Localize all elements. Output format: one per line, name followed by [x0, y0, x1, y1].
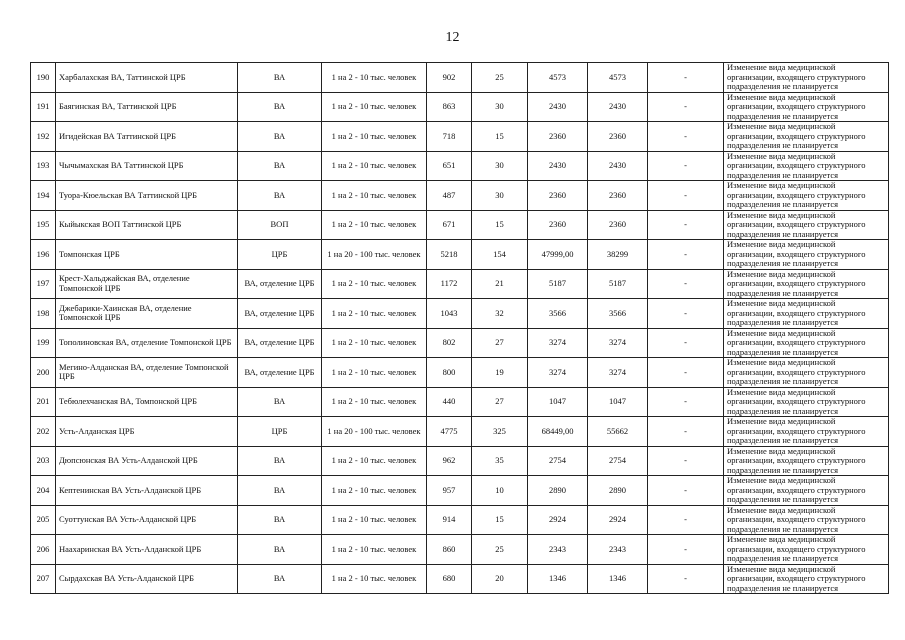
facility-name: Усть-Алданская ЦРБ: [56, 417, 238, 447]
facility-name: Наахаринская ВА Усть-Алданской ЦРБ: [56, 535, 238, 565]
empty-marker: -: [648, 92, 724, 122]
facility-type: ВА, отделение ЦРБ: [238, 358, 322, 388]
value-1: 2924: [528, 505, 588, 535]
value-1: 2360: [528, 122, 588, 152]
row-number: 192: [31, 122, 56, 152]
facility-type: ВА: [238, 446, 322, 476]
row-number: 195: [31, 210, 56, 240]
note: Изменение вида медицинской организации, входящего структурного подразделения не планируется: [724, 446, 889, 476]
distance: 325: [472, 417, 528, 447]
row-number: 198: [31, 299, 56, 329]
table-row: [31, 417, 889, 447]
row-number: 200: [31, 358, 56, 388]
facility-type: ВА: [238, 535, 322, 565]
distance: 27: [472, 328, 528, 358]
empty-marker: -: [648, 151, 724, 181]
row-number: 206: [31, 535, 56, 565]
empty-marker: -: [648, 505, 724, 535]
value-1: 2360: [528, 181, 588, 211]
note: Изменение вида медицинской организации, входящего структурного подразделения не планируется: [724, 417, 889, 447]
population: 680: [427, 564, 472, 594]
population: 957: [427, 476, 472, 506]
population: 962: [427, 446, 472, 476]
row-number: 207: [31, 564, 56, 594]
coverage-norm: 1 на 20 - 100 тыс. человек: [322, 240, 427, 270]
facility-type: ВА: [238, 564, 322, 594]
facility-type: ВА: [238, 122, 322, 152]
distance: 32: [472, 299, 528, 329]
table-row: [31, 299, 889, 329]
distance: 19: [472, 358, 528, 388]
distance: 15: [472, 505, 528, 535]
value-2: 5187: [588, 269, 648, 299]
value-1: 2430: [528, 92, 588, 122]
row-number: 197: [31, 269, 56, 299]
value-2: 3274: [588, 328, 648, 358]
population: 914: [427, 505, 472, 535]
value-1: 2890: [528, 476, 588, 506]
facility-type: ВА: [238, 92, 322, 122]
row-number: 190: [31, 63, 56, 93]
population: 651: [427, 151, 472, 181]
facility-type: ЦРБ: [238, 417, 322, 447]
facility-name: Кептенинская ВА Усть-Алданской ЦРБ: [56, 476, 238, 506]
empty-marker: -: [648, 269, 724, 299]
row-number: 202: [31, 417, 56, 447]
empty-marker: -: [648, 564, 724, 594]
value-2: 2924: [588, 505, 648, 535]
value-2: 3274: [588, 358, 648, 388]
empty-marker: -: [648, 181, 724, 211]
population: 800: [427, 358, 472, 388]
value-1: 5187: [528, 269, 588, 299]
population: 440: [427, 387, 472, 417]
coverage-norm: 1 на 2 - 10 тыс. человек: [322, 122, 427, 152]
table-row: [31, 92, 889, 122]
facility-name: Томпонская ЦРБ: [56, 240, 238, 270]
table-row: [31, 328, 889, 358]
population: 902: [427, 63, 472, 93]
table-row: [31, 240, 889, 270]
population: 671: [427, 210, 472, 240]
value-2: 2343: [588, 535, 648, 565]
table-row: [31, 387, 889, 417]
coverage-norm: 1 на 2 - 10 тыс. человек: [322, 535, 427, 565]
value-2: 1047: [588, 387, 648, 417]
note: Изменение вида медицинской организации, входящего структурного подразделения не планируется: [724, 535, 889, 565]
value-1: 2430: [528, 151, 588, 181]
empty-marker: -: [648, 210, 724, 240]
coverage-norm: 1 на 2 - 10 тыс. человек: [322, 269, 427, 299]
table-row: [31, 269, 889, 299]
value-2: 55662: [588, 417, 648, 447]
empty-marker: -: [648, 535, 724, 565]
note: Изменение вида медицинской организации, входящего структурного подразделения не планируется: [724, 210, 889, 240]
value-1: 2754: [528, 446, 588, 476]
population: 860: [427, 535, 472, 565]
value-1: 2343: [528, 535, 588, 565]
facility-name: Крест-Хальджайская ВА, отделение Томпонской ЦРБ: [56, 269, 238, 299]
facility-type: ВА: [238, 181, 322, 211]
note: Изменение вида медицинской организации, входящего структурного подразделения не планируется: [724, 151, 889, 181]
row-number: 194: [31, 181, 56, 211]
table-row: [31, 181, 889, 211]
note: Изменение вида медицинской организации, входящего структурного подразделения не планируется: [724, 476, 889, 506]
value-2: 2430: [588, 151, 648, 181]
population: 487: [427, 181, 472, 211]
coverage-norm: 1 на 2 - 10 тыс. человек: [322, 387, 427, 417]
coverage-norm: 1 на 2 - 10 тыс. человек: [322, 505, 427, 535]
facility-type: ЦРБ: [238, 240, 322, 270]
table-row: [31, 122, 889, 152]
value-1: 3274: [528, 328, 588, 358]
note: Изменение вида медицинской организации, входящего структурного подразделения не планируется: [724, 505, 889, 535]
empty-marker: -: [648, 299, 724, 329]
value-2: 2430: [588, 92, 648, 122]
facility-type: ВА, отделение ЦРБ: [238, 328, 322, 358]
facility-type: ВА: [238, 63, 322, 93]
coverage-norm: 1 на 20 - 100 тыс. человек: [322, 417, 427, 447]
value-2: 2754: [588, 446, 648, 476]
facility-name: Баягинская ВА, Таттинской ЦРБ: [56, 92, 238, 122]
value-1: 47999,00: [528, 240, 588, 270]
empty-marker: -: [648, 358, 724, 388]
empty-marker: -: [648, 63, 724, 93]
population: 4775: [427, 417, 472, 447]
coverage-norm: 1 на 2 - 10 тыс. человек: [322, 564, 427, 594]
row-number: 203: [31, 446, 56, 476]
facility-name: Тебюлехчанская ВА, Томпонской ЦРБ: [56, 387, 238, 417]
facility-name: Суоттунская ВА Усть-Алданской ЦРБ: [56, 505, 238, 535]
row-number: 201: [31, 387, 56, 417]
coverage-norm: 1 на 2 - 10 тыс. человек: [322, 476, 427, 506]
distance: 35: [472, 446, 528, 476]
value-2: 2360: [588, 181, 648, 211]
distance: 154: [472, 240, 528, 270]
note: Изменение вида медицинской организации, входящего структурного подразделения не планируется: [724, 122, 889, 152]
population: 802: [427, 328, 472, 358]
facility-type: ВА, отделение ЦРБ: [238, 269, 322, 299]
facilities-table: [30, 62, 889, 594]
facility-name: Чычымахская ВА Таттинской ЦРБ: [56, 151, 238, 181]
value-1: 68449,00: [528, 417, 588, 447]
table-row: [31, 476, 889, 506]
coverage-norm: 1 на 2 - 10 тыс. человек: [322, 210, 427, 240]
empty-marker: -: [648, 387, 724, 417]
table-row: [31, 210, 889, 240]
distance: 27: [472, 387, 528, 417]
facility-name: Джебарики-Хаинская ВА, отделение Томпонской ЦРБ: [56, 299, 238, 329]
facility-name: Тополиновская ВА, отделение Томпонской ЦРБ: [56, 328, 238, 358]
distance: 25: [472, 63, 528, 93]
value-1: 1047: [528, 387, 588, 417]
distance: 21: [472, 269, 528, 299]
row-number: 204: [31, 476, 56, 506]
coverage-norm: 1 на 2 - 10 тыс. человек: [322, 63, 427, 93]
value-2: 2890: [588, 476, 648, 506]
coverage-norm: 1 на 2 - 10 тыс. человек: [322, 181, 427, 211]
coverage-norm: 1 на 2 - 10 тыс. человек: [322, 328, 427, 358]
empty-marker: -: [648, 122, 724, 152]
distance: 30: [472, 92, 528, 122]
row-number: 196: [31, 240, 56, 270]
note: Изменение вида медицинской организации, входящего структурного подразделения не планируется: [724, 269, 889, 299]
page-number: 12: [445, 30, 460, 45]
distance: 15: [472, 122, 528, 152]
distance: 30: [472, 151, 528, 181]
value-1: 4573: [528, 63, 588, 93]
row-number: 191: [31, 92, 56, 122]
note: Изменение вида медицинской организации, входящего структурного подразделения не планируется: [724, 299, 889, 329]
note: Изменение вида медицинской организации, входящего структурного подразделения не планируется: [724, 63, 889, 93]
note: Изменение вида медицинской организации, входящего структурного подразделения не планируется: [724, 181, 889, 211]
table-row: [31, 446, 889, 476]
facility-type: ВА: [238, 387, 322, 417]
facility-name: Дюпсюнская ВА Усть-Алданской ЦРБ: [56, 446, 238, 476]
empty-marker: -: [648, 476, 724, 506]
table-row: [31, 358, 889, 388]
note: Изменение вида медицинской организации, входящего структурного подразделения не планируется: [724, 240, 889, 270]
population: 718: [427, 122, 472, 152]
facility-type: ВА: [238, 476, 322, 506]
facility-name: Туора-Кюельская ВА Таттинской ЦРБ: [56, 181, 238, 211]
facility-name: Сырдахская ВА Усть-Алданской ЦРБ: [56, 564, 238, 594]
empty-marker: -: [648, 417, 724, 447]
value-2: 3566: [588, 299, 648, 329]
value-2: 4573: [588, 63, 648, 93]
value-2: 38299: [588, 240, 648, 270]
empty-marker: -: [648, 240, 724, 270]
note: Изменение вида медицинской организации, входящего структурного подразделения не планируется: [724, 92, 889, 122]
note: Изменение вида медицинской организации, входящего структурного подразделения не планируется: [724, 328, 889, 358]
note: Изменение вида медицинской организации, входящего структурного подразделения не планируется: [724, 387, 889, 417]
table-row: [31, 505, 889, 535]
population: 5218: [427, 240, 472, 270]
table-row: [31, 151, 889, 181]
value-1: 2360: [528, 210, 588, 240]
table-row: [31, 564, 889, 594]
population: 1043: [427, 299, 472, 329]
table-row: [31, 535, 889, 565]
distance: 20: [472, 564, 528, 594]
facility-name: Харбалахская ВА, Таттинской ЦРБ: [56, 63, 238, 93]
coverage-norm: 1 на 2 - 10 тыс. человек: [322, 358, 427, 388]
note: Изменение вида медицинской организации, входящего структурного подразделения не планируется: [724, 564, 889, 594]
row-number: 193: [31, 151, 56, 181]
coverage-norm: 1 на 2 - 10 тыс. человек: [322, 446, 427, 476]
coverage-norm: 1 на 2 - 10 тыс. человек: [322, 92, 427, 122]
value-2: 2360: [588, 122, 648, 152]
note: Изменение вида медицинской организации, входящего структурного подразделения не планируется: [724, 358, 889, 388]
facility-name: Игидейская ВА Таттинской ЦРБ: [56, 122, 238, 152]
value-2: 2360: [588, 210, 648, 240]
empty-marker: -: [648, 328, 724, 358]
facility-type: ВОП: [238, 210, 322, 240]
facility-type: ВА: [238, 505, 322, 535]
population: 863: [427, 92, 472, 122]
population: 1172: [427, 269, 472, 299]
distance: 30: [472, 181, 528, 211]
row-number: 199: [31, 328, 56, 358]
row-number: 205: [31, 505, 56, 535]
distance: 10: [472, 476, 528, 506]
facility-name: Кыйыкская ВОП Таттинской ЦРБ: [56, 210, 238, 240]
value-1: 1346: [528, 564, 588, 594]
value-1: 3566: [528, 299, 588, 329]
facility-type: ВА, отделение ЦРБ: [238, 299, 322, 329]
coverage-norm: 1 на 2 - 10 тыс. человек: [322, 151, 427, 181]
distance: 25: [472, 535, 528, 565]
coverage-norm: 1 на 2 - 10 тыс. человек: [322, 299, 427, 329]
facility-name: Мегино-Алданская ВА, отделение Томпонской ЦРБ: [56, 358, 238, 388]
empty-marker: -: [648, 446, 724, 476]
value-2: 1346: [588, 564, 648, 594]
distance: 15: [472, 210, 528, 240]
table-row: [31, 63, 889, 93]
facility-type: ВА: [238, 151, 322, 181]
value-1: 3274: [528, 358, 588, 388]
